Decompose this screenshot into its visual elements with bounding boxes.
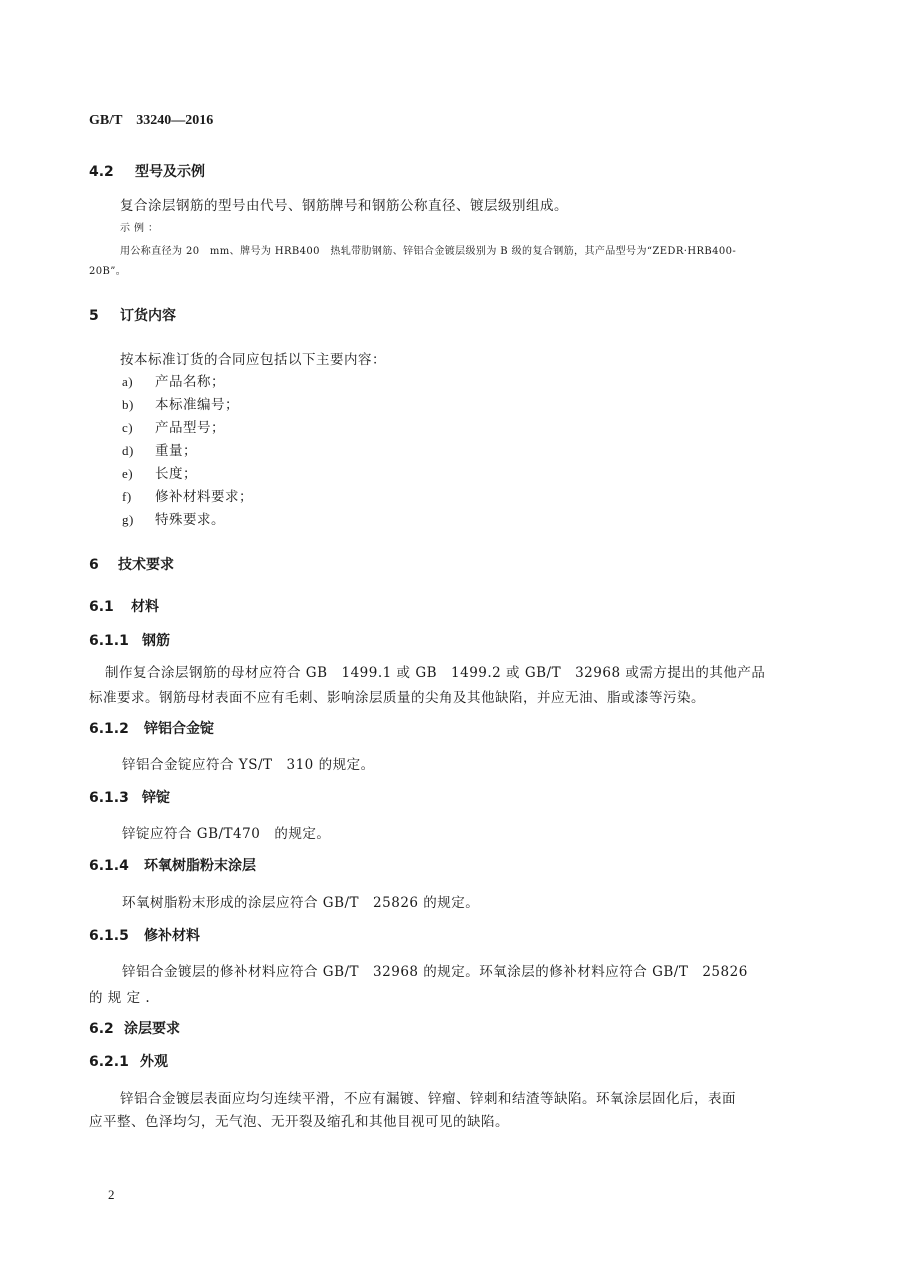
paragraph: 环氧树脂粉末形成的涂层应符合 GB/T 25826 的规定。 <box>122 895 480 911</box>
paragraph: 按本标准订货的合同应包括以下主要内容： <box>120 352 386 368</box>
section-heading-6-1-3 <box>89 787 170 807</box>
list-item <box>122 370 225 390</box>
section-heading-6-1 <box>89 596 159 616</box>
section-number: 5 <box>89 308 99 324</box>
section-number: 4.2 <box>89 164 114 180</box>
section-number: 6.2.1 <box>89 1054 129 1070</box>
section-title: 型号及示例 <box>135 164 205 180</box>
section-heading-6 <box>89 554 174 574</box>
section-title: 材料 <box>131 599 159 615</box>
paragraph-line-1: 制作复合涂层钢筋的母材应符合 GB 1499.1 或 GB 1499.2 或 GB/T 32968 或需方提出的其他产品 <box>105 665 766 681</box>
list-marker: c) <box>122 420 134 435</box>
list-item <box>122 439 197 459</box>
section-title: 外观 <box>140 1054 168 1070</box>
section-number: 6.2 <box>89 1021 114 1037</box>
section-number: 6.1.5 <box>89 928 129 944</box>
section-title: 锌铝合金锭 <box>144 721 214 737</box>
paragraph-line-2: 标准要求。钢筋母材表面不应有毛刺、影响涂层质量的尖角及其他缺陷，并应无油、脂或漆等污染。 <box>89 690 705 706</box>
section-title: 涂层要求 <box>124 1021 180 1037</box>
list-marker: f) <box>122 489 132 504</box>
section-heading-6-1-1 <box>89 630 170 650</box>
paragraph-line-1: 锌铝合金镀层表面应均匀连续平滑，不应有漏镀、锌瘤、锌刺和结渣等缺陷。环氧涂层固化后，表面 <box>120 1091 736 1107</box>
list-item <box>122 393 239 413</box>
list-marker: d) <box>122 443 134 458</box>
section-number: 6 <box>89 557 99 573</box>
paragraph: 复合涂层钢筋的型号由代号、钢筋牌号和钢筋公称直径、镀层级别组成。 <box>120 198 568 214</box>
example-text-line-2: 20B”。 <box>89 266 127 277</box>
list-marker: g) <box>122 512 134 527</box>
paragraph: 锌铝合金锭应符合 YS/T 310 的规定。 <box>122 757 375 773</box>
list-text: 产品名称； <box>155 374 225 390</box>
section-title: 修补材料 <box>144 928 200 944</box>
section-heading-6-2 <box>89 1018 180 1038</box>
list-marker: b) <box>122 397 134 412</box>
section-number: 6.1.3 <box>89 790 129 806</box>
list-text: 本标准编号； <box>155 397 239 413</box>
section-title: 钢筋 <box>142 633 170 649</box>
section-number: 6.1 <box>89 599 114 615</box>
section-title: 技术要求 <box>118 557 174 573</box>
section-number: 6.1.1 <box>89 633 129 649</box>
section-heading-6-1-5 <box>89 925 200 945</box>
list-text: 产品型号； <box>155 420 225 436</box>
list-item <box>122 508 225 528</box>
paragraph: 锌锭应符合 GB/T470 的规定。 <box>122 826 331 842</box>
list-text: 长度； <box>155 466 197 482</box>
example-text-line-1: 用公称直径为 20 mm、牌号为 HRB400 热轧带肋钢筋、锌铝合金镀层级别为 B 级的复合钢筋，其产品型号为“ZEDR·HRB400- <box>120 246 737 257</box>
list-item <box>122 462 197 482</box>
section-number: 6.1.2 <box>89 721 129 737</box>
section-heading-5 <box>89 305 176 325</box>
list-item <box>122 485 253 505</box>
standard-code-header: GB/T 33240—2016 <box>89 113 214 128</box>
section-heading-6-2-1 <box>89 1051 168 1071</box>
list-item <box>122 416 225 436</box>
list-text: 重量； <box>155 443 197 459</box>
section-title: 订货内容 <box>120 308 176 324</box>
section-title: 锌锭 <box>142 790 170 806</box>
list-marker: e) <box>122 466 134 481</box>
list-text: 修补材料要求； <box>155 489 253 505</box>
list-text: 特殊要求。 <box>155 512 225 528</box>
section-heading-6-1-2 <box>89 718 214 738</box>
list-marker: a) <box>122 374 134 389</box>
page-number: 2 <box>108 1187 115 1202</box>
paragraph-line-2: 应平整、色泽均匀，无气泡、无开裂及缩孔和其他目视可见的缺陷。 <box>89 1114 509 1130</box>
paragraph-line-2: 的 规 定 . <box>89 990 151 1006</box>
example-label: 示 例 ： <box>120 223 159 234</box>
section-heading-4-2 <box>89 161 205 181</box>
section-heading-6-1-4 <box>89 855 256 875</box>
paragraph-line-1: 锌铝合金镀层的修补材料应符合 GB/T 32968 的规定。环氧涂层的修补材料应符合 GB/T 25826 <box>122 964 748 980</box>
section-number: 6.1.4 <box>89 858 129 874</box>
section-title: 环氧树脂粉末涂层 <box>144 858 256 874</box>
